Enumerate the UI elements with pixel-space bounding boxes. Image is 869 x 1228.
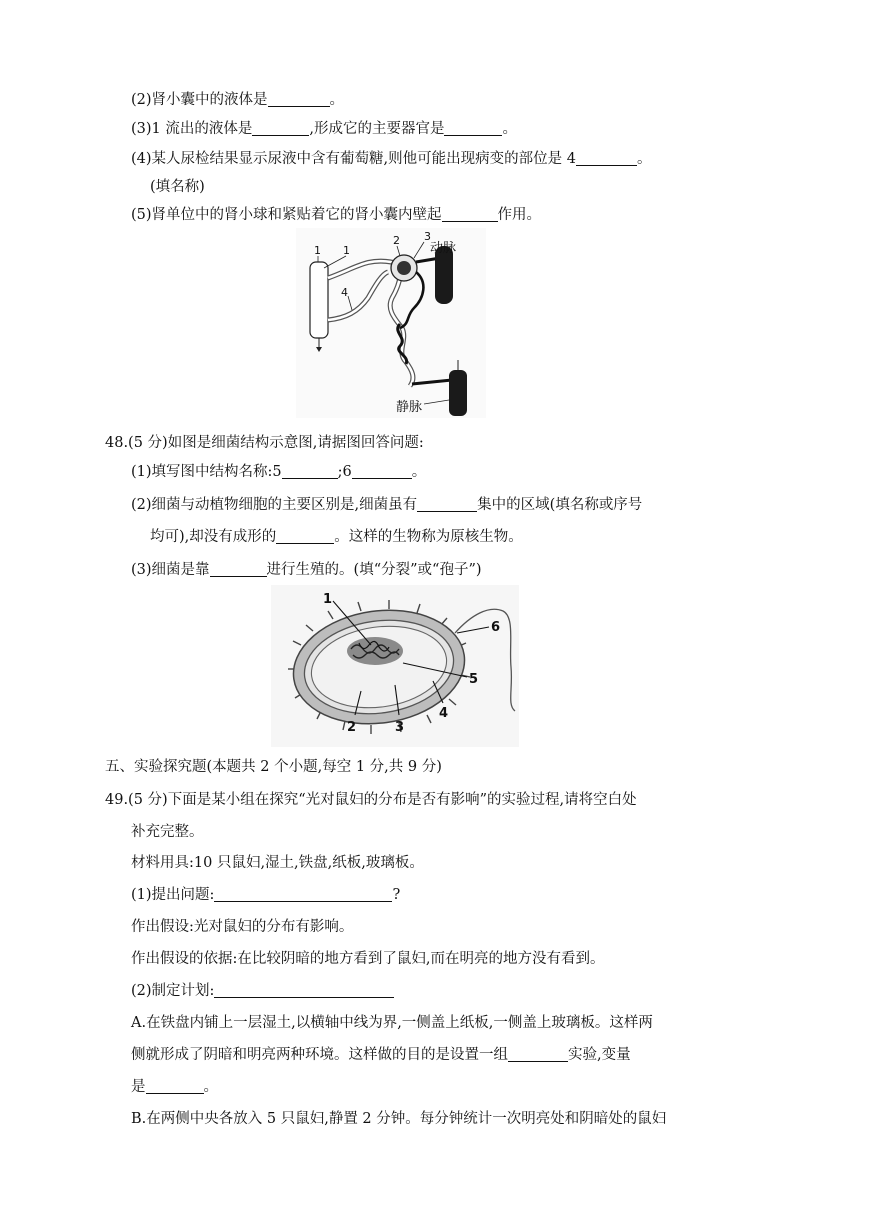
q49-step-a-text: 侧就形成了阴暗和明亮两种环境。这样做的目的是设置一组: [131, 1047, 508, 1063]
q49-part1-end: ?: [392, 887, 401, 903]
q47-part5-blank[interactable]: [442, 206, 498, 222]
collecting-duct: [310, 262, 328, 338]
q49-part1-text: (1)提出问题:: [131, 887, 215, 903]
nephron-label-4: 4: [341, 286, 348, 299]
dna-region: [347, 637, 403, 665]
q47-part2-blank[interactable]: [268, 91, 330, 107]
q49-step-b-line1: B.在两侧中央各放入 5 只鼠妇,静置 2 分钟。每分钟统计一次明亮处和阴暗处的鼠妇: [131, 1111, 667, 1127]
bacterium-label-6: 6: [491, 620, 501, 635]
q48-part2-blank2[interactable]: [276, 528, 334, 544]
bacterium-label-4: 4: [439, 706, 449, 721]
q48-part1-blank6[interactable]: [352, 463, 412, 479]
q48-part3-blank[interactable]: [210, 561, 267, 577]
q48-part3: [131, 560, 482, 580]
q48-part3-end: 进行生殖的。(填“分裂”或“孢子”): [266, 562, 482, 578]
q49-part2-blank[interactable]: [214, 982, 394, 998]
q49-stem-line1: 49.(5 分)下面是某小组在探究“光对鼠妇的分布是否有影响”的实验过程,请将空白处: [105, 792, 637, 808]
q48-part2-cont: 均可),却没有成形的: [150, 529, 277, 545]
q47-part4-note: (填名称): [150, 179, 205, 195]
q48-part2-mid: 集中的区域(填名称或序号: [477, 497, 643, 513]
q49-part1: [131, 885, 400, 905]
q49-part2: [131, 981, 394, 1001]
nephron-label-2: 2: [393, 234, 400, 247]
q48-part2-text: (2)细菌与动植物细胞的主要区别是,细菌虽有: [131, 497, 418, 513]
q47-part3-blank2[interactable]: [444, 120, 502, 136]
q47-part3-text: (3)1 流出的液体是: [131, 121, 253, 137]
q47-part4-text: (4)某人尿检结果显示尿液中含有葡萄糖,则他可能出现病变的部位是 4: [131, 151, 576, 167]
bacterium-label-5: 5: [469, 672, 479, 687]
q47-part2: [131, 90, 344, 110]
q47-part4-end: 。: [636, 151, 652, 167]
q48-part1-blank5[interactable]: [282, 463, 338, 479]
q47-part3-mid: ,形成它的主要器官是: [309, 121, 445, 137]
q47-part5-text: (5)肾单位中的肾小球和紧贴着它的肾小囊内壁起: [131, 207, 442, 223]
q48-part2-blank1[interactable]: [417, 496, 477, 512]
q47-part4: [131, 149, 651, 169]
q48-part2-end: 。这样的生物称为原核生物。: [334, 529, 523, 545]
q49-step-a-text2: 是: [131, 1079, 146, 1095]
q47-part2-text: (2)肾小囊中的液体是: [131, 92, 268, 108]
nephron-label-vein: 静脉: [396, 400, 423, 415]
nephron-figure: [296, 228, 486, 418]
q49-hypothesis: 作出假设:光对鼠妇的分布有影响。: [131, 919, 354, 935]
section-title: 五、实验探究题(本题共 2 个小题,每空 1 分,共 9 分): [105, 759, 442, 775]
nephron-label-1a: 1: [314, 244, 321, 257]
bacterium-label-3: 3: [395, 720, 405, 735]
bacterium-figure: [271, 585, 519, 747]
q47-part3-end: 。: [502, 121, 517, 137]
q48-part1-text: (1)填写图中结构名称:5: [131, 464, 282, 480]
q49-materials: 材料用具:10 只鼠妇,湿土,铁盘,纸板,玻璃板。: [131, 855, 424, 871]
q47-part3: [131, 119, 517, 139]
q48-part1-end: 。: [411, 464, 427, 480]
vein: [449, 370, 467, 416]
q48-stem: 48.(5 分)如图是细菌结构示意图,请据图回答问题:: [105, 435, 424, 451]
q49-part2-text: (2)制定计划:: [131, 983, 215, 999]
bacterium-label-2: 2: [347, 720, 357, 735]
q49-step-a-line3: [131, 1077, 218, 1097]
q48-part1: [131, 462, 426, 482]
q47-part5: [131, 205, 541, 225]
q49-stem-line2: 补充完整。: [131, 824, 204, 840]
q48-part1-mid: ;6: [337, 464, 352, 480]
q47-part3-blank1[interactable]: [252, 120, 309, 136]
q49-step-a-line1: A.在铁盘内铺上一层湿土,以横轴中线为界,一侧盖上纸板,一侧盖上玻璃板。这样两: [131, 1015, 653, 1031]
q48-part3-text: (3)细菌是靠: [131, 562, 210, 578]
q49-step-a-end: 。: [203, 1079, 218, 1095]
q47-part5-end: 作用。: [497, 207, 542, 223]
nephron-label-3: 3: [424, 230, 431, 243]
q47-part4-blank[interactable]: [576, 150, 637, 166]
bacterium-label-1: 1: [323, 592, 333, 607]
q49-step-a-blank1[interactable]: [508, 1046, 568, 1062]
nephron-label-artery: 动脉: [430, 241, 457, 256]
q49-step-a-blank2[interactable]: [146, 1078, 204, 1094]
q49-step-a-line2: [131, 1045, 631, 1065]
q48-part2-line1: [131, 495, 642, 515]
q49-step-a-mid: 实验,变量: [568, 1047, 631, 1063]
glomerulus: [397, 261, 411, 275]
nephron-label-1b: 1: [343, 244, 350, 257]
q49-part1-blank[interactable]: [214, 886, 392, 902]
q49-basis: 作出假设的依据:在比较阴暗的地方看到了鼠妇,而在明亮的地方没有看到。: [131, 951, 605, 967]
q48-part2-line2: [150, 527, 523, 547]
q47-part2-end: 。: [329, 92, 345, 108]
